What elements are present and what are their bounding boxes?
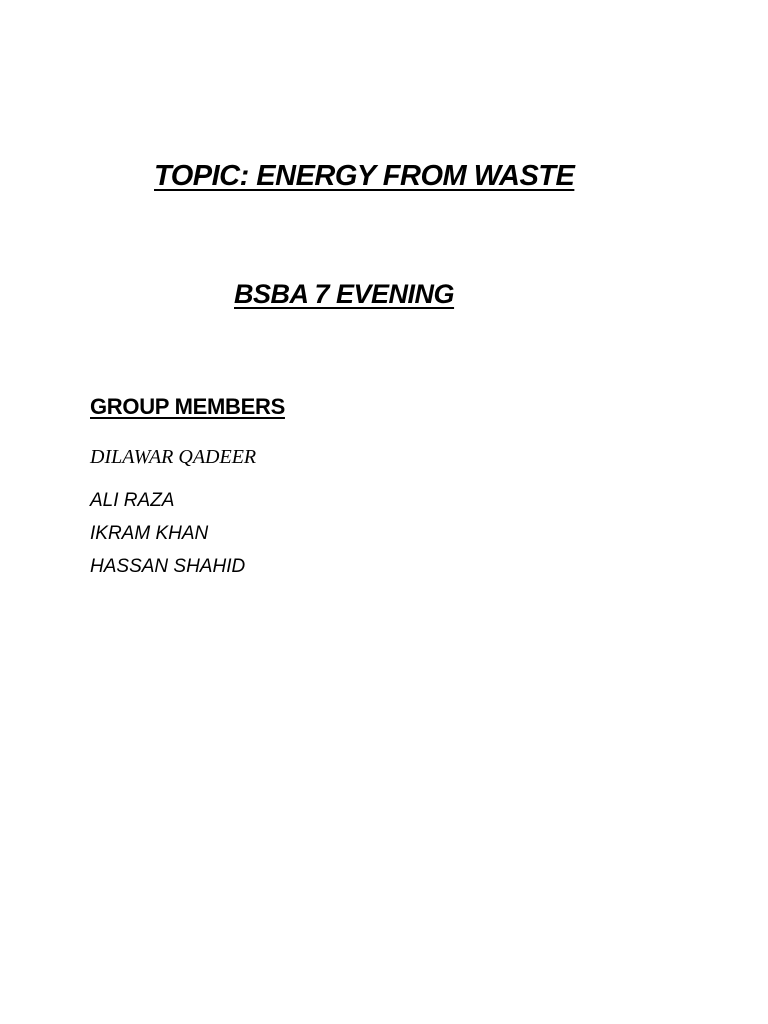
group-members-heading: GROUP MEMBERS [90, 394, 285, 419]
member-item: DILAWAR QADEER [90, 446, 257, 468]
member-item: HASSAN SHAHID [90, 556, 246, 577]
topic-title: TOPIC: ENERGY FROM WASTE [154, 160, 575, 192]
member-item: ALI RAZA [90, 490, 175, 511]
class-title: BSBA 7 EVENING [234, 279, 455, 309]
member-item: IKRAM KHAN [90, 523, 209, 544]
